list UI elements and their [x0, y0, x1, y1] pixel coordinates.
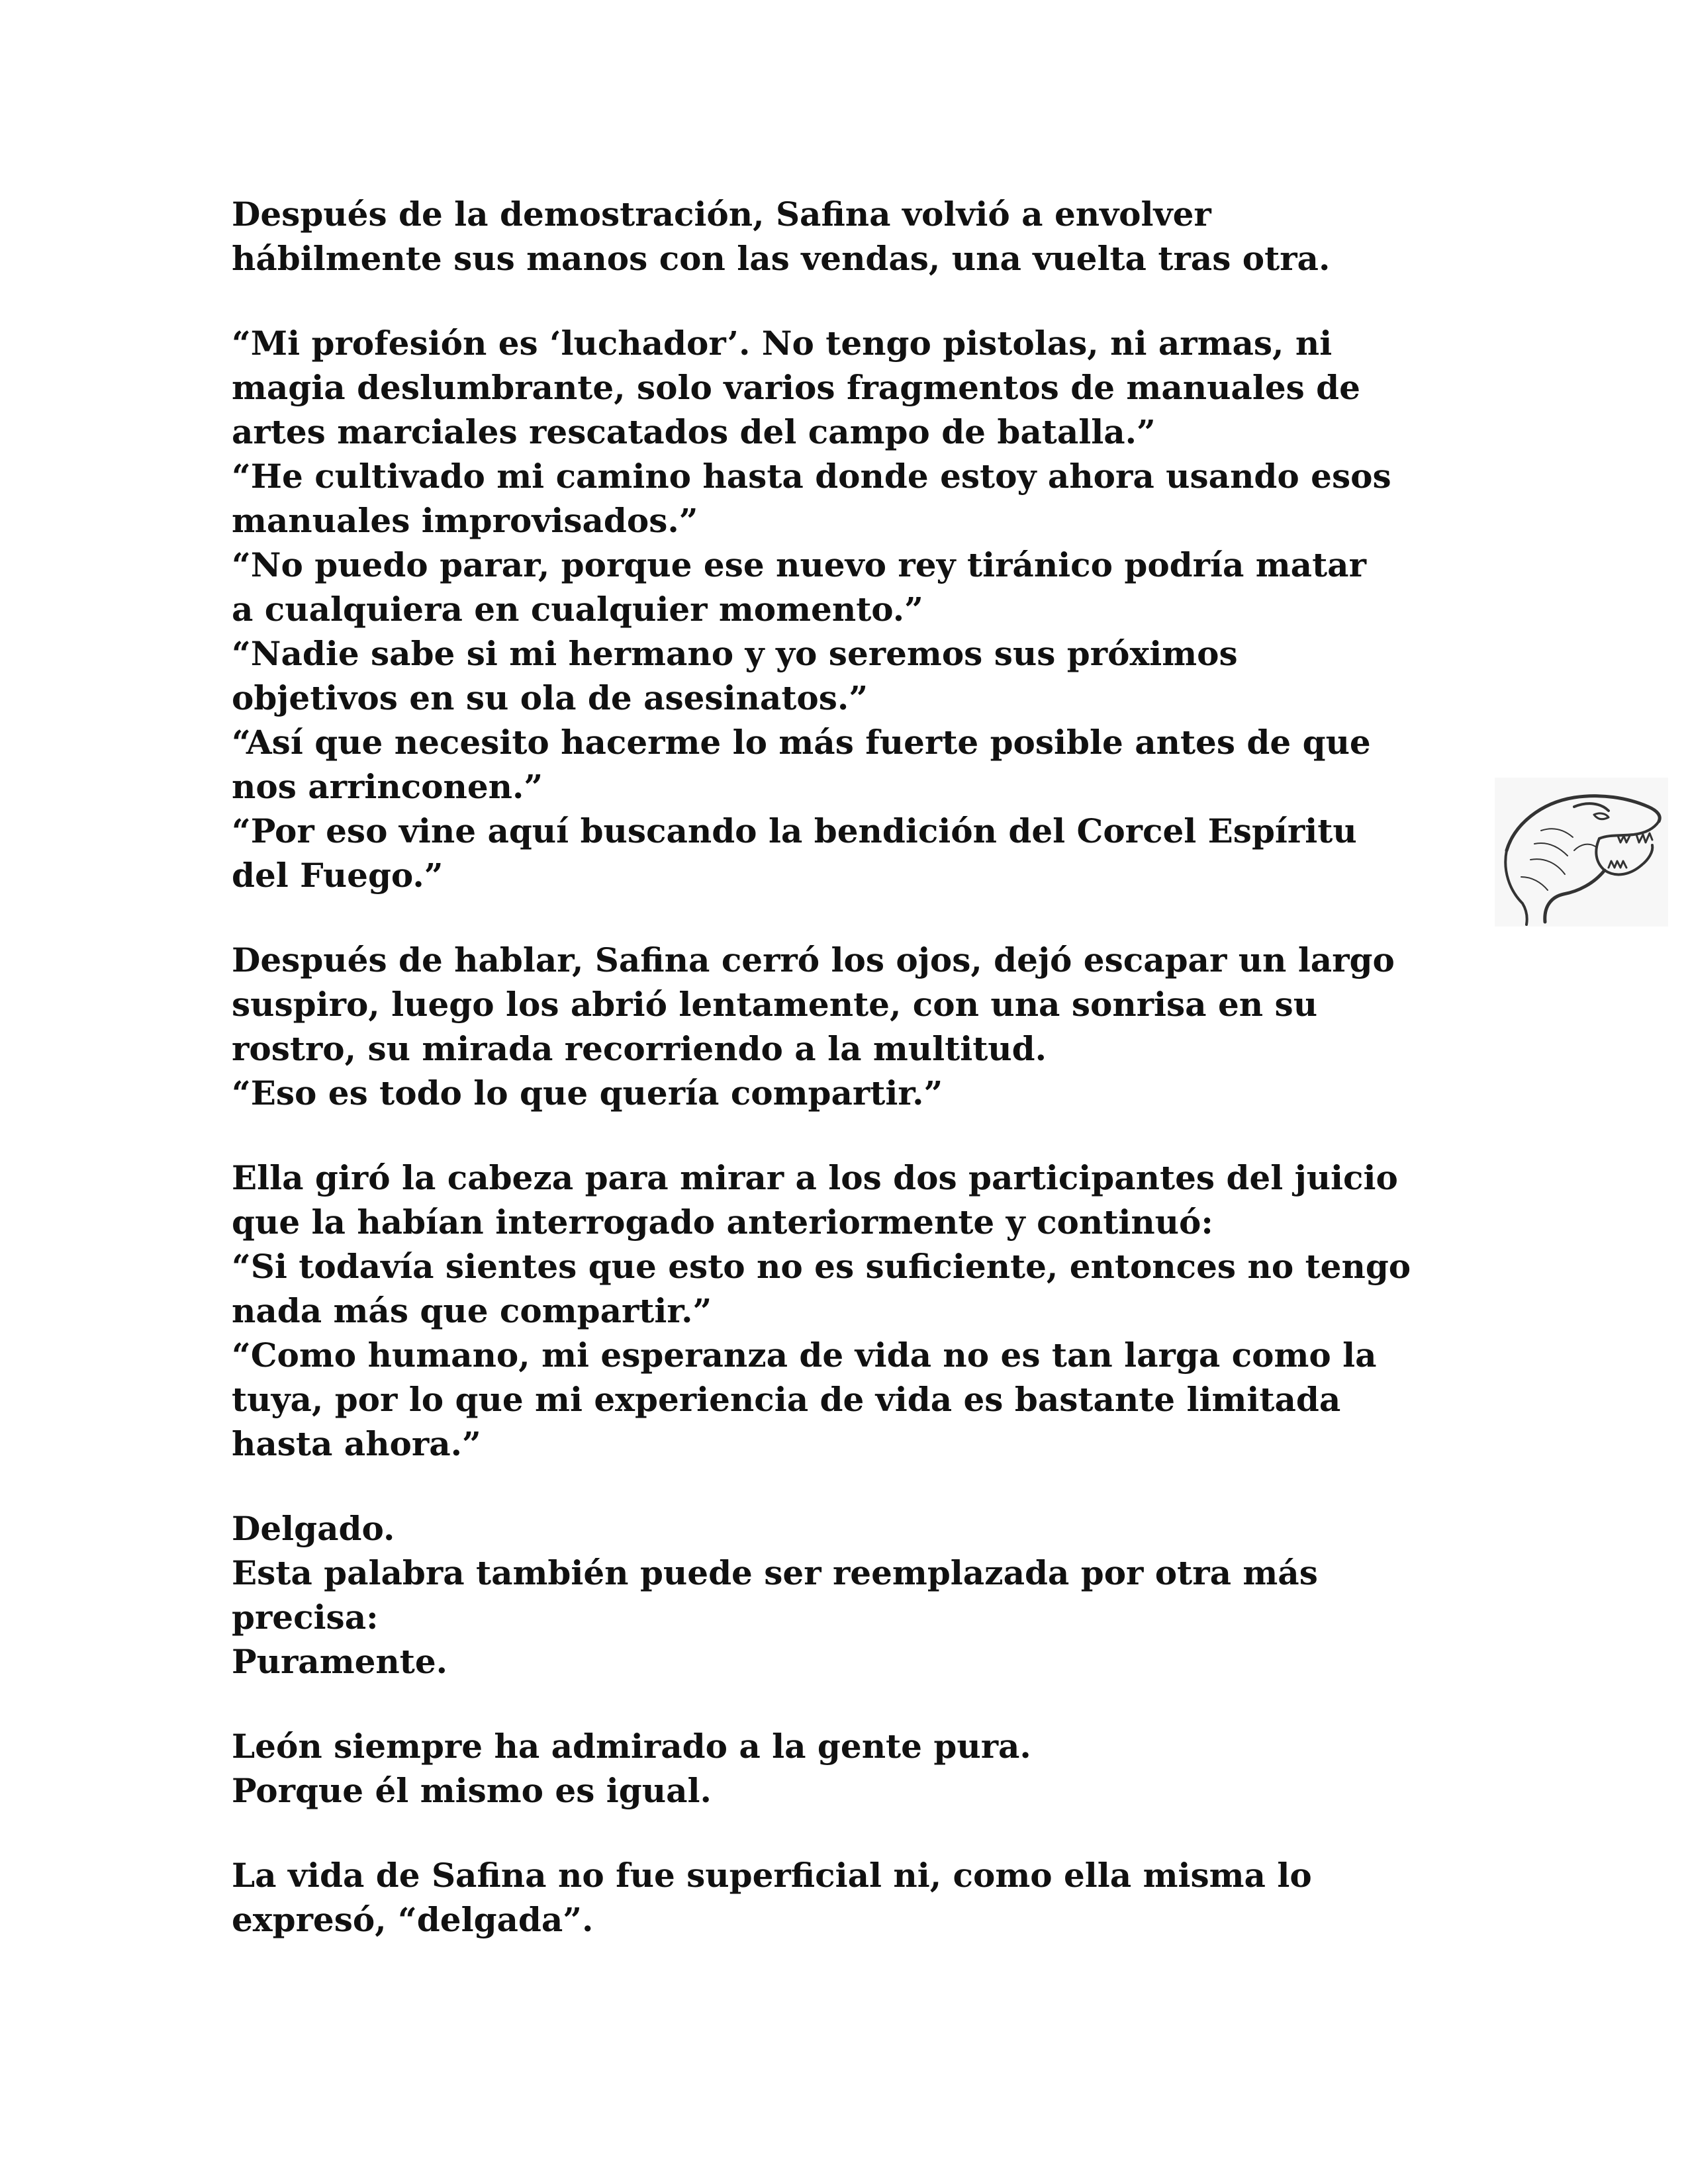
text-line: Ella giró la cabeza para mirar a los dos participantes del juicio — [232, 1158, 1398, 1197]
paragraph-3 — [232, 938, 1463, 1115]
text-line: La vida de Safina no fue superficial ni, como ella misma lo — [232, 1856, 1312, 1895]
paragraph-5 — [232, 1506, 1463, 1684]
text-line: “He cultivado mi camino hasta donde estoy ahora usando esos — [232, 457, 1391, 496]
paragraph-4 — [232, 1156, 1463, 1466]
paragraph-7 — [232, 1853, 1463, 1942]
text-line: “Nadie sabe si mi hermano y yo seremos sus próximos — [232, 634, 1238, 673]
text-line: “Eso es todo lo que quería compartir.” — [232, 1073, 943, 1113]
text-line: hasta ahora.” — [232, 1424, 481, 1463]
text-line: artes marciales rescatados del campo de batalla.” — [232, 412, 1156, 451]
text-line: que la habían interrogado anteriormente y continuó: — [232, 1203, 1213, 1242]
text-line: hábilmente sus manos con las vendas, una vuelta tras otra. — [232, 239, 1331, 278]
paragraph-1 — [232, 192, 1463, 281]
text-line: rostro, su mirada recorriendo a la multitud. — [232, 1029, 1047, 1068]
text-line: tuya, por lo que mi experiencia de vida es bastante limitada — [232, 1380, 1341, 1419]
text-line: “Mi profesión es ‘luchador’. No tengo pistolas, ni armas, ni — [232, 324, 1333, 363]
text-line: a cualquiera en cualquier momento.” — [232, 590, 923, 629]
dinosaur-head-drawing — [1495, 778, 1668, 927]
text-line: “No puedo parar, porque ese nuevo rey tiránico podría matar — [232, 545, 1366, 584]
text-line: “Si todavía sientes que esto no es suficiente, entonces no tengo — [232, 1247, 1411, 1286]
text-line: Puramente. — [232, 1642, 448, 1681]
text-line: Después de hablar, Safina cerró los ojos, dejó escapar un largo — [232, 940, 1395, 979]
text-line: Después de la demostración, Safina volvió a envolver — [232, 195, 1211, 234]
text-line: Esta palabra también puede ser reemplazada por otra más — [232, 1553, 1318, 1592]
text-line: nada más que compartir.” — [232, 1291, 712, 1330]
text-line: manuales improvisados.” — [232, 501, 698, 540]
text-line: nos arrinconen.” — [232, 767, 543, 806]
text-line: “Como humano, mi esperanza de vida no es tan larga como la — [232, 1336, 1377, 1375]
text-line: “Por eso vine aquí buscando la bendición del Corcel Espíritu — [232, 811, 1357, 850]
text-line: magia deslumbrante, solo varios fragmentos de manuales de — [232, 368, 1360, 407]
dinosaur-head-icon — [1495, 778, 1668, 927]
text-line: del Fuego.” — [232, 856, 444, 895]
text-line: “Así que necesito hacerme lo más fuerte posible antes de que — [232, 723, 1371, 762]
document-body — [232, 192, 1463, 1982]
paragraph-2 — [232, 321, 1463, 897]
text-line: expresó, “delgada”. — [232, 1900, 594, 1939]
text-line: precisa: — [232, 1598, 379, 1637]
text-line: Delgado. — [232, 1509, 395, 1548]
text-line: León siempre ha admirado a la gente pura. — [232, 1727, 1031, 1766]
paragraph-6 — [232, 1724, 1463, 1813]
text-line: objetivos en su ola de asesinatos.” — [232, 678, 868, 717]
text-line: Porque él mismo es igual. — [232, 1771, 712, 1810]
text-line: suspiro, luego los abrió lentamente, con una sonrisa en su — [232, 985, 1318, 1024]
